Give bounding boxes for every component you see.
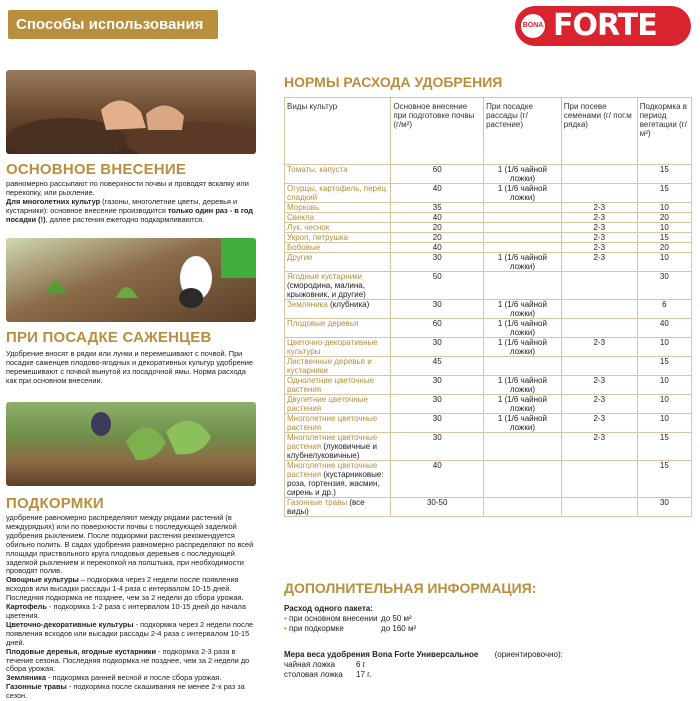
feeding-intro: удобрение равномерно распределяют между рядами растений (в междурядьях) или по поверхности почвы с последующей заделкой удобрения рыхлением. После подкормки растения рекомендуется обильно полить. В садах удобрения равномерно распределяют по всей площади приствольного круга плодовых деревьев с последующей заделкой рыхлением и перекопкой на полштыка, при необходимости проводят полив.: [6, 513, 254, 576]
main-value: 40: [391, 461, 484, 498]
norms-row: [285, 376, 692, 395]
crop-name: Морковь: [287, 203, 320, 212]
sowing-value: 2-3: [561, 433, 637, 461]
crop-note: (все виды): [287, 498, 365, 516]
section-title-planting: ПРИ ПОСАДКЕ САЖЕНЦЕВ: [6, 329, 212, 346]
extra-title: ДОПОЛНИТЕЛЬНАЯ ИНФОРМАЦИЯ:: [284, 580, 537, 596]
feeding-item-title: Газонные травы: [6, 682, 67, 692]
seedling-value: 1 (1/6 чайной ложки): [484, 414, 562, 433]
sowing-value: 2-3: [561, 213, 637, 223]
section-main-text: [6, 180, 258, 225]
crop-name: Многолетние цветочные растения: [287, 414, 378, 432]
feeding-value: 15: [637, 165, 691, 184]
seedling-photo: [6, 238, 256, 322]
feeding-item: [6, 683, 258, 701]
crop-note: (клубника): [327, 300, 370, 309]
sowing-value: [561, 357, 637, 376]
pack-item: [284, 614, 416, 624]
crop-name: Однолетние цветочные растения: [287, 376, 375, 394]
crop-cell: [285, 461, 391, 498]
crop-name: Двулетние цветочные растения: [287, 395, 368, 413]
seedling-value: 1 (1/6 чайной ложки): [484, 253, 562, 272]
page-header: Способы использования: [8, 10, 218, 39]
feeding-value: 10: [637, 223, 691, 233]
norms-row: [285, 165, 692, 184]
feeding-item-title: Овощные культуры: [6, 575, 79, 585]
main-value: 45: [391, 357, 484, 376]
sowing-value: 2-3: [561, 376, 637, 395]
crop-name: Лиственные деревья и кустарники: [287, 357, 372, 375]
feeding-item: [6, 603, 258, 621]
seedling-value: 1 (1/6 чайной ложки): [484, 338, 562, 357]
crop-cell: [285, 213, 391, 223]
main-value: 40: [391, 184, 484, 203]
norms-table: [284, 97, 692, 517]
crop-cell: [285, 319, 391, 338]
crop-cell: [285, 498, 391, 517]
seedling-value: 1 (1/6 чайной ложки): [484, 376, 562, 395]
feeding-value: 15: [637, 461, 691, 498]
norms-row: [285, 338, 692, 357]
crop-cell: [285, 433, 391, 461]
main-text-t1: (газоны, многолетние цветы, деревья и кустарники): основное внесение производится: [6, 196, 238, 215]
crop-cell: [285, 414, 391, 433]
main-value: 40: [391, 243, 484, 253]
soil-hands-photo: [6, 70, 256, 154]
feeding-item-text: - подкормка через 2 недели после появления всходов или высадки рассады 2-4 раза с интервалом 10-15 дней.: [6, 619, 254, 647]
logo-bona-badge: BONA: [521, 14, 545, 38]
crop-name: Огурцы, картофель, перец сладкий: [287, 184, 387, 202]
main-value: 30: [391, 395, 484, 414]
main-value: 30: [391, 300, 484, 319]
seedling-value: [484, 272, 562, 300]
crop-cell: [285, 300, 391, 319]
main-value: 50: [391, 272, 484, 300]
main-value: 30: [391, 376, 484, 395]
main-text-t2: , далее растения ежегодно подкармливаются.: [45, 214, 205, 224]
norms-row: [285, 203, 692, 213]
seedling-value: 1 (1/6 чайной ложки): [484, 319, 562, 338]
feeding-value: 6: [637, 300, 691, 319]
crop-cell: [285, 223, 391, 233]
section-planting-text: Удобрение вносят в рядки или лунки и перемешивают с почвой. При посадке саженцев плодово-ягодных и декоративных культур удобрение перемешивают с почвой вынутой из посадочной ямы. Норма расхода как при основном внесении.: [6, 349, 254, 385]
crop-name: Томаты, капуста: [287, 165, 348, 174]
norms-row: [285, 395, 692, 414]
norms-row: [285, 433, 692, 461]
norms-header-row: [285, 98, 692, 165]
feeding-item-text: – подкормка через 2 недели после появления всходов или высадки рассады 1-4 раза с интервалом 10-15 дней. Последняя подкормка не позднее, чем за 2 недели до сбора урожая.: [6, 575, 244, 603]
norms-row: [285, 213, 692, 223]
measure-label: чайная ложка: [284, 660, 336, 669]
logo-forte-text: FORTE: [553, 8, 657, 43]
seedling-value: 1 (1/6 чайной ложки): [484, 300, 562, 319]
feeding-illustration: [6, 402, 256, 486]
bullet-icon: •: [284, 614, 290, 623]
feeding-item-title: Плодовые деревья, ягодные кустарники: [6, 646, 157, 656]
norms-title: НОРМЫ РАСХОДА УДОБРЕНИЯ: [284, 74, 503, 90]
crop-note: (луковичные и клубнелуковичные): [287, 442, 377, 460]
crop-cell: [285, 233, 391, 243]
seedling-value: [484, 433, 562, 461]
crop-note: (смородина, малина, крыжовник, и другие): [287, 281, 366, 299]
feeding-value: 10: [637, 395, 691, 414]
measure-item: [284, 670, 563, 680]
feeding-item-title: Цветочно-декоративные культуры: [6, 619, 134, 629]
seedling-value: [484, 203, 562, 213]
sowing-value: [561, 461, 637, 498]
section-title-main: ОСНОВНОЕ ВНЕСЕНИЕ: [6, 161, 187, 178]
bullet-icon: •: [284, 624, 290, 633]
crop-name: Бобовые: [287, 243, 321, 252]
header-feeding: Подкормка в период вегетации (г/м²): [637, 98, 691, 165]
norms-row: [285, 319, 692, 338]
feeding-value: 20: [637, 243, 691, 253]
crop-name: Цветочно-декоративные культуры: [287, 338, 378, 356]
feeding-item: [6, 621, 258, 648]
sowing-value: [561, 300, 637, 319]
sowing-value: 2-3: [561, 203, 637, 213]
feeding-value: 10: [637, 376, 691, 395]
measure-list: [284, 660, 563, 680]
sowing-value: 2-3: [561, 338, 637, 357]
main-value: 60: [391, 319, 484, 338]
feeding-item-text: - подкормка ранней весной и после сбора урожая.: [45, 673, 222, 683]
main-value: 20: [391, 233, 484, 243]
crop-name: Свекла: [287, 213, 315, 222]
sowing-value: 2-3: [561, 243, 637, 253]
soil-illustration: [6, 70, 256, 154]
seedling-value: [484, 498, 562, 517]
pack-label: при основном внесении: [289, 614, 378, 623]
crop-name: Другие: [287, 253, 313, 262]
pack-list: [284, 614, 416, 634]
norms-row: [285, 272, 692, 300]
seedling-value: [484, 243, 562, 253]
main-value: 60: [391, 165, 484, 184]
feeding-value: 15: [637, 357, 691, 376]
crop-name: Многолетние цветочные растения: [287, 433, 378, 451]
crop-cell: [285, 165, 391, 184]
pack-value: до 50 м²: [381, 614, 412, 623]
main-text-b2: только один раз - в год посадки (!): [6, 205, 253, 224]
crop-name: Газонные травы: [287, 498, 348, 507]
crop-name: Плодовые деревья: [287, 319, 359, 328]
feeding-value: 15: [637, 433, 691, 461]
feeding-value: 15: [637, 184, 691, 203]
sowing-value: 2-3: [561, 414, 637, 433]
crop-name: Многолетние цветочные растения: [287, 461, 378, 479]
measure-value: 17 г.: [356, 670, 372, 679]
sowing-value: [561, 165, 637, 184]
crop-name: Лук, чеснок: [287, 223, 330, 232]
main-text-p1: равномерно рассыпают по поверхности почвы и проводят вскапку или перекопку, или рыхление.: [6, 179, 249, 197]
main-text-b1: Для многолетних культур: [6, 196, 101, 206]
seedling-illustration: [6, 238, 256, 322]
header-sowing: При посеве семенами (г/ пог.м рядка): [561, 98, 637, 165]
measure-item: [284, 660, 563, 670]
feeding-value: 40: [637, 319, 691, 338]
norms-row: [285, 233, 692, 243]
sowing-value: 2-3: [561, 233, 637, 243]
feeding-value: 30: [637, 272, 691, 300]
main-value: 30: [391, 253, 484, 272]
sowing-value: [561, 319, 637, 338]
pack-item: [284, 624, 416, 634]
measure-info: [284, 650, 563, 680]
feeding-item-title: Картофель: [6, 602, 47, 612]
feeding-item: [6, 648, 258, 675]
sowing-value: [561, 272, 637, 300]
feeding-item: [6, 576, 258, 603]
sowing-value: 2-3: [561, 223, 637, 233]
measure-value: 6 г: [356, 660, 366, 669]
feeding-value: 20: [637, 213, 691, 223]
crop-note: (кустарниковые: роза, гортензия, жасмин, сирень и др.): [287, 470, 384, 497]
measure-title: Мера веса удобрения Bona Forte Универсальное: [284, 650, 479, 659]
norms-row: [285, 357, 692, 376]
seedling-value: [484, 213, 562, 223]
pack-title: Расход одного пакета:: [284, 604, 373, 613]
seedling-value: [484, 233, 562, 243]
norms-row: [285, 414, 692, 433]
main-value: 30: [391, 433, 484, 461]
crop-name: Земляника: [287, 300, 328, 309]
norms-row: [285, 461, 692, 498]
seedling-value: [484, 357, 562, 376]
measure-label: столовая ложка: [284, 670, 343, 679]
feeding-value: 10: [637, 414, 691, 433]
feeding-value: 10: [637, 338, 691, 357]
pack-info: [284, 604, 416, 634]
crop-cell: [285, 376, 391, 395]
crop-cell: [285, 357, 391, 376]
crop-cell: [285, 243, 391, 253]
feeding-value: 10: [637, 253, 691, 272]
main-value: 30: [391, 414, 484, 433]
bona-forte-logo: [515, 6, 691, 46]
crop-cell: [285, 272, 391, 300]
seedling-value: 1 (1/6 чайной ложки): [484, 184, 562, 203]
header-crop: Виды культур: [285, 98, 391, 165]
sowing-value: [561, 498, 637, 517]
main-value: 20: [391, 223, 484, 233]
norms-row: [285, 223, 692, 233]
crop-name: Укроп, петрушка: [287, 233, 348, 242]
sowing-value: [561, 184, 637, 203]
feeding-value: 30: [637, 498, 691, 517]
crop-cell: [285, 338, 391, 357]
pack-label: при подкормке: [289, 624, 344, 633]
feeding-item-text: - подкормка 2-3 раза в течение сезона. Последняя подкормка не позднее, чем за 2 недели до сбора урожая.: [6, 646, 250, 674]
main-value: 30: [391, 338, 484, 357]
feeding-item-text: - подкормка после скашивания не менее 2-х раз за сезон.: [6, 682, 245, 701]
header-seedling: При посадке рассады (г/растение): [484, 98, 562, 165]
crop-name: Ягодные кустарники: [287, 272, 363, 281]
header-main: Основное внесение при подготовке почвы (г/м²): [391, 98, 484, 165]
feeding-list: [6, 576, 258, 701]
crop-cell: [285, 184, 391, 203]
norms-row: [285, 243, 692, 253]
seedling-value: 1 (1/6 чайной ложки): [484, 165, 562, 184]
crop-cell: [285, 395, 391, 414]
crop-cell: [285, 253, 391, 272]
norms-row: [285, 498, 692, 517]
pack-value: до 160 м²: [381, 624, 417, 633]
feeding-item-title: Земляника: [6, 673, 46, 683]
section-title-feeding: ПОДКОРМКИ: [6, 495, 104, 512]
section-feeding-text: [6, 514, 258, 701]
seedling-value: [484, 461, 562, 498]
sowing-value: 2-3: [561, 253, 637, 272]
seedling-value: 1 (1/6 чайной ложки): [484, 395, 562, 414]
norms-body: [285, 165, 692, 517]
crop-cell: [285, 203, 391, 213]
main-value: 35: [391, 203, 484, 213]
main-value: 40: [391, 213, 484, 223]
measure-note: (ориентировочно):: [494, 650, 563, 659]
seedling-value: [484, 223, 562, 233]
feeding-value: 15: [637, 233, 691, 243]
feeding-item-text: - подкормка 1-2 раза с интервалом 10-15 дней до начала цветения.: [6, 602, 246, 620]
feeding-value: 10: [637, 203, 691, 213]
norms-row: [285, 300, 692, 319]
norms-row: [285, 253, 692, 272]
feeding-photo: [6, 402, 256, 486]
sowing-value: 2-3: [561, 395, 637, 414]
norms-row: [285, 184, 692, 203]
main-value: 30-50: [391, 498, 484, 517]
